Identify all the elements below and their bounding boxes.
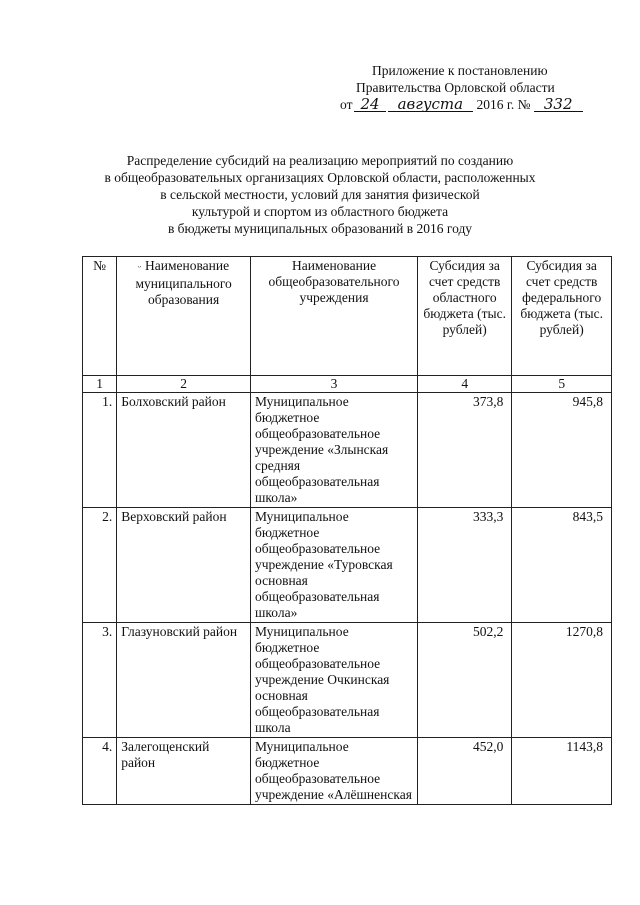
row-number: 3. <box>83 623 117 738</box>
title-line-2: в общеобразовательных организациях Орловской области, расположенных <box>104 170 536 185</box>
column-number: 2 <box>117 376 251 393</box>
row-institution: Муниципальное бюджетное общеобразовательное учреждение Очкинская основная общеобразовательная школа <box>251 623 418 738</box>
date-prefix: от <box>340 97 353 112</box>
appendix-line-2: Правительства Орловской области <box>356 80 555 95</box>
row-number: 2. <box>83 508 117 623</box>
title-line-4: культурой и спортом из областного бюджета <box>191 204 449 219</box>
row-regional-subsidy: 373,8 <box>418 393 512 508</box>
row-institution: Муниципальное бюджетное общеобразовательное учреждение «Туровская основная общеобразовательная школа» <box>251 508 418 623</box>
column-number: 4 <box>418 376 512 393</box>
header-municipality: ᵕ Наименование муниципального образования <box>117 257 251 376</box>
appendix-line-1: Приложение к постановлению <box>372 63 548 78</box>
handwritten-month: августа <box>388 97 474 112</box>
header-institution: Наименование общеобразовательного учреждения <box>251 257 418 376</box>
table-row <box>83 393 612 508</box>
appendix-date-line <box>340 96 600 113</box>
row-federal-subsidy: 1270,8 <box>512 623 612 738</box>
header-number: № <box>83 257 117 376</box>
row-institution: Муниципальное бюджетное общеобразовательное учреждение «Алёшненская <box>251 738 418 805</box>
table-row <box>83 623 612 738</box>
row-regional-subsidy: 502,2 <box>418 623 512 738</box>
handwritten-doc-number: 332 <box>534 97 583 112</box>
column-number: 5 <box>512 376 612 393</box>
header-federal-subsidy: Субсидия за счет средств федерального бюджета (тыс. рублей) <box>512 257 612 376</box>
subsidy-table <box>82 256 612 805</box>
row-municipality: Залегощенский район <box>117 738 251 805</box>
row-number: 1. <box>83 393 117 508</box>
title-line-1: Распределение субсидий на реализацию мероприятий по созданию <box>126 153 514 168</box>
document-title <box>60 152 580 237</box>
row-municipality: Верховский район <box>117 508 251 623</box>
appendix-block <box>340 62 600 113</box>
title-line-3: в сельской местности, условий для занятия физической <box>160 187 480 202</box>
title-line-5: в бюджеты муниципальных образований в 2016 году <box>167 221 473 236</box>
column-number: 3 <box>251 376 418 393</box>
column-number: 1 <box>83 376 117 393</box>
tick-mark-icon: ᵕ <box>138 262 141 273</box>
row-regional-subsidy: 333,3 <box>418 508 512 623</box>
row-regional-subsidy: 452,0 <box>418 738 512 805</box>
table-header-row <box>83 257 612 376</box>
row-municipality: Болховский район <box>117 393 251 508</box>
row-federal-subsidy: 945,8 <box>512 393 612 508</box>
row-institution: Муниципальное бюджетное общеобразовательное учреждение «Злынская средняя общеобразовательная школа» <box>251 393 418 508</box>
header-regional-subsidy: Субсидия за счет средств областного бюджета (тыс. рублей) <box>418 257 512 376</box>
date-year: 2016 г. № <box>476 97 531 112</box>
row-municipality: Глазуновский район <box>117 623 251 738</box>
row-federal-subsidy: 843,5 <box>512 508 612 623</box>
row-number: 4. <box>83 738 117 805</box>
column-number-row <box>83 376 612 393</box>
table-row <box>83 738 612 805</box>
handwritten-day: 24 <box>354 97 385 112</box>
table-row <box>83 508 612 623</box>
row-federal-subsidy: 1143,8 <box>512 738 612 805</box>
